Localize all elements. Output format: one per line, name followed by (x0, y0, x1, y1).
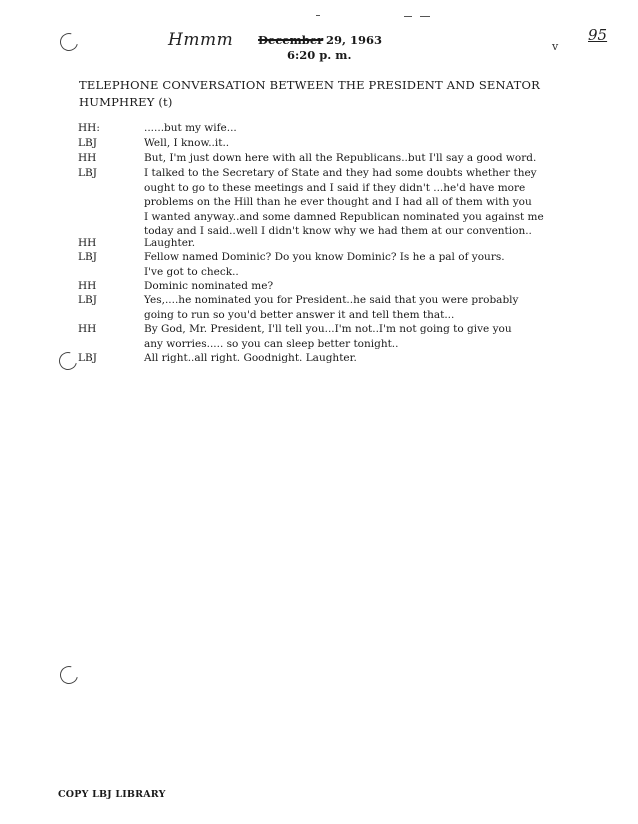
utterance-line: problems on the Hill than he ever thought and I had all of them with you (144, 196, 532, 208)
utterance-block (144, 166, 612, 239)
utterance-line: today and I said..well I didn't know why we had them at our convention.. (144, 225, 532, 237)
date-day-year: 29, 1963 (326, 33, 383, 47)
utterance-line: I've got to check.. (144, 265, 239, 278)
scan-speck (420, 16, 430, 17)
utterance-line: All right..all right. Goodnight. Laughter. (144, 352, 357, 364)
scan-speck (404, 16, 412, 17)
speaker-label: HH (78, 152, 97, 164)
utterance-line: Laughter. (144, 237, 196, 249)
utterance-line: Well, I know..it.. (144, 137, 230, 149)
utterance-block (144, 293, 612, 322)
utterance-line: I talked to the Secretary of State and they had some doubts whether they (144, 167, 537, 179)
punch-hole-icon (57, 30, 82, 55)
title-line-1: TELEPHONE CONVERSATION BETWEEN THE PRESIDENT AND SENATOR (79, 78, 540, 92)
utterance-line: By God, Mr. President, I'll tell you...I'm not..I'm not going to give you (144, 323, 512, 335)
utterance-line: Yes,....he nominated you for President..he said that you were probably (144, 294, 519, 306)
punch-hole-icon (57, 663, 82, 688)
utterance-line: ought to go to these meetings and I said if they didn't ...he'd have more (144, 181, 526, 194)
utterance-line: I wanted anyway..and some damned Republican nominated you against me (144, 210, 544, 223)
page-number: 95 (588, 26, 608, 44)
utterance-line: But, I'm just down here with all the Republicans..but I'll say a good word. (144, 152, 537, 164)
speaker-label: LBJ (78, 294, 97, 306)
title-line-2: HUMPHREY (t) (79, 95, 173, 109)
struck-date: December (258, 33, 324, 47)
utterance-line: Dominic nominated me? (144, 280, 274, 292)
speaker-label: LBJ (78, 167, 97, 179)
speaker-label: LBJ (78, 137, 97, 149)
speaker-label: LBJ (78, 352, 97, 364)
speaker-label: HH (78, 237, 97, 249)
handwritten-date: Hmmm (168, 30, 234, 50)
utterance-block (144, 322, 612, 351)
speaker-label: HH: (78, 122, 100, 134)
punch-hole-icon (56, 349, 81, 374)
utterance-line: any worries..... so you can sleep better tonight.. (144, 337, 399, 350)
call-time: 6:20 p. m. (287, 48, 352, 62)
utterance-line: Fellow named Dominic? Do you know Dominic? Is he a pal of yours. (144, 251, 505, 263)
speaker-label: HH (78, 323, 97, 335)
speaker-label: LBJ (78, 251, 97, 263)
library-stamp: COPY LBJ LIBRARY (58, 789, 166, 800)
scan-speck (316, 15, 320, 16)
speaker-label: HH (78, 280, 97, 292)
utterance-line: going to run so you'd better answer it and tell them that... (144, 308, 455, 321)
utterance-line: ......but my wife... (144, 122, 237, 134)
utterance-block (144, 250, 612, 279)
check-mark: v (552, 40, 559, 53)
document-title (79, 77, 540, 111)
